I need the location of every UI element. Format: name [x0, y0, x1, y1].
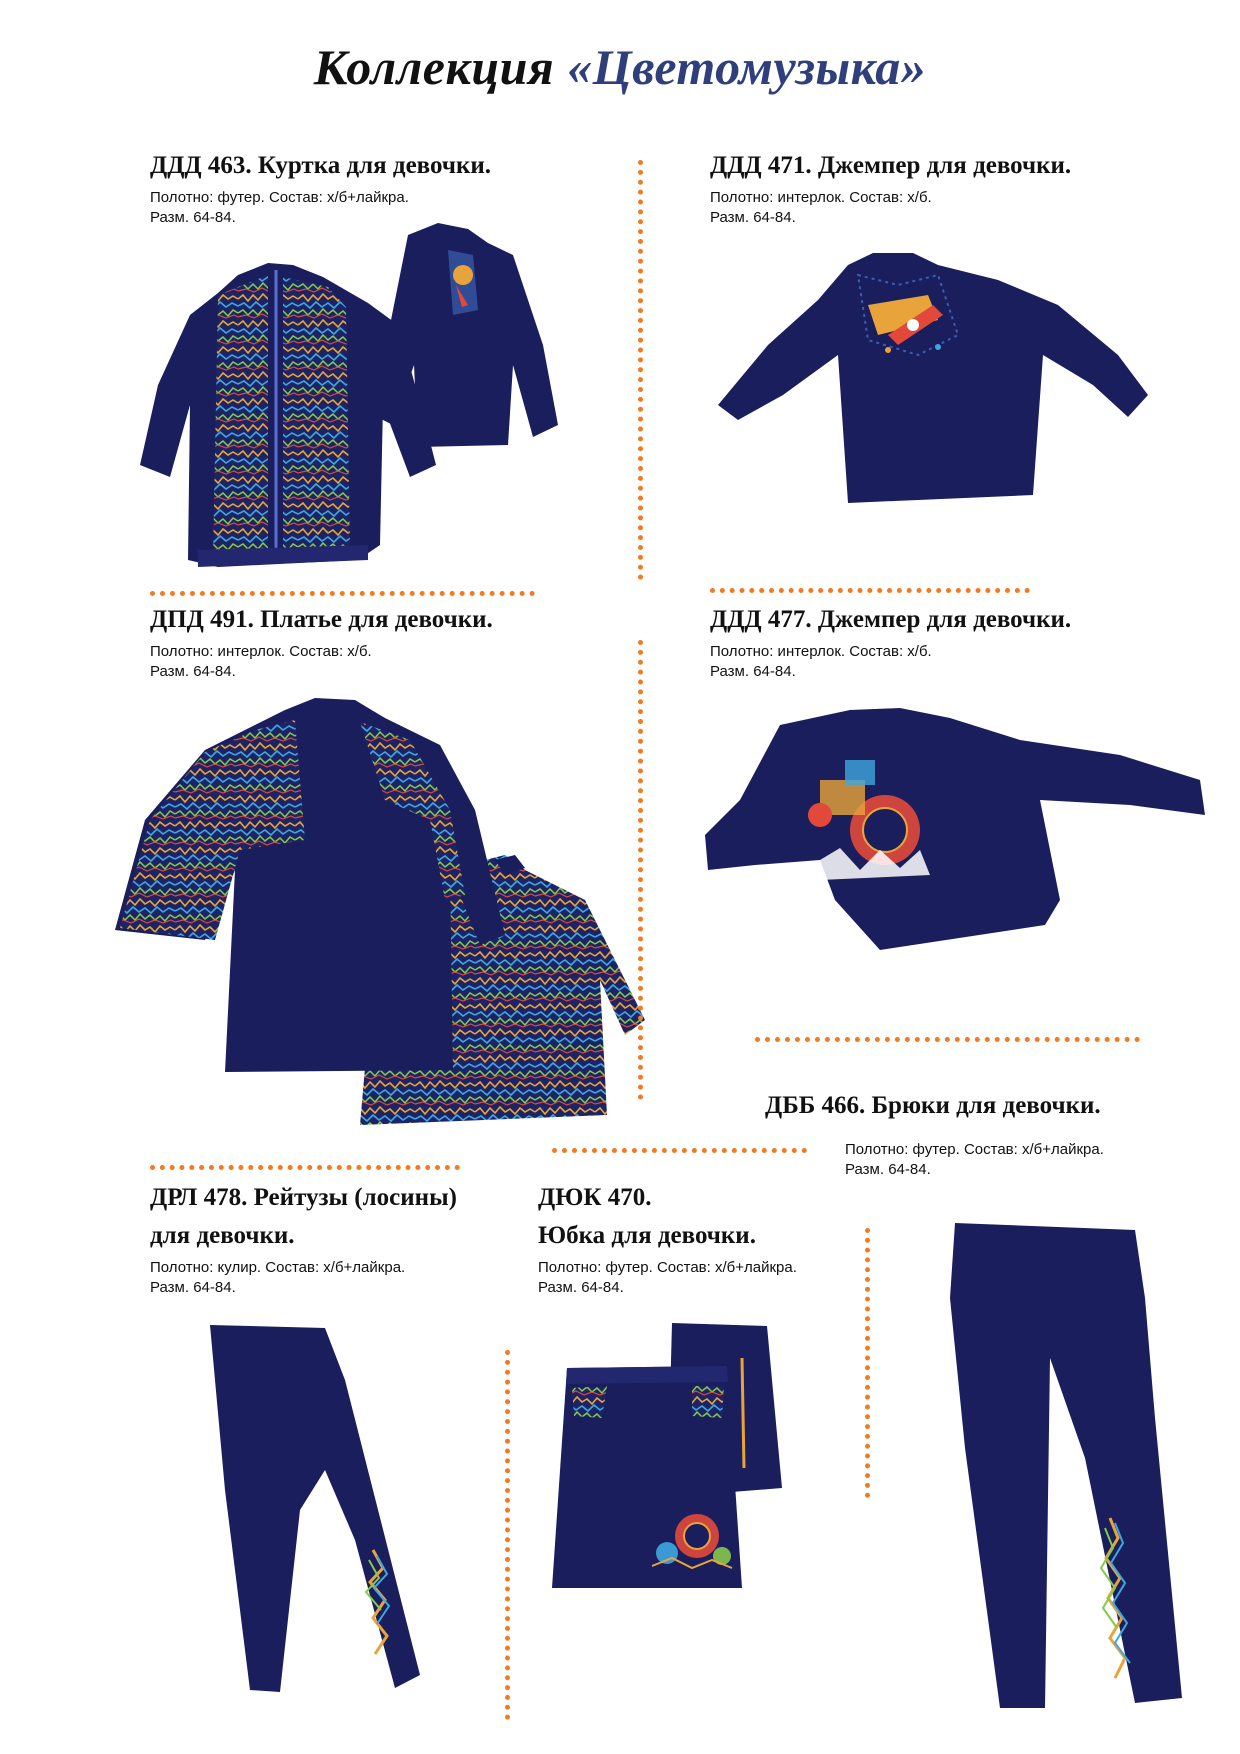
jacket-front — [140, 263, 436, 567]
divider-right-upper — [710, 588, 1030, 593]
item-size: Разм. 64-84. — [150, 209, 236, 226]
item-fabric: Полотно: интерлок. Состав: х/б. — [150, 643, 372, 660]
item-ddd477-info — [710, 604, 1071, 682]
item-title: ДРЛ 478. Рейтузы (лосины) — [150, 1184, 457, 1211]
item-size: Разм. 64-84. — [710, 209, 796, 226]
title-collection-name: «Цветомузыка» — [567, 39, 927, 95]
item-title: ДДД 463. Куртка для девочки. — [150, 152, 492, 179]
item-dyuk470-info — [538, 1182, 797, 1298]
divider-lower-right-vertical — [865, 1228, 870, 1498]
item-dbb466-info — [765, 1090, 1101, 1122]
item-dpd491-info — [150, 604, 493, 682]
item-size: Разм. 64-84. — [150, 663, 236, 680]
item-fabric: Полотно: футер. Состав: х/б+лайкра. — [845, 1141, 1104, 1158]
divider-lower-left-vertical — [505, 1350, 510, 1720]
divider-left-upper — [150, 591, 535, 596]
divider-left-lower — [150, 1165, 460, 1170]
title-prefix: Коллекция — [313, 39, 555, 95]
item-size: Разм. 64-84. — [845, 1161, 931, 1178]
item-fabric: Полотно: интерлок. Состав: х/б. — [710, 189, 932, 206]
page-title — [0, 38, 1240, 96]
item-fabric: Полотно: кулир. Состав: х/б+лайкра. — [150, 1259, 406, 1276]
item-size: Разм. 64-84. — [150, 1279, 236, 1296]
item-ddd471-info — [710, 150, 1071, 228]
jumper-471-image — [698, 245, 1158, 505]
skirt-image — [552, 1318, 792, 1608]
divider-right-mid — [755, 1037, 1140, 1042]
divider-top-vertical — [638, 160, 643, 580]
item-title: ДЮК 470. — [538, 1184, 652, 1211]
item-title: ДДД 477. Джемпер для девочки. — [710, 606, 1072, 633]
dress-image — [55, 690, 655, 1130]
item-size: Разм. 64-84. — [710, 663, 796, 680]
item-title: ДПД 491. Платье для девочки. — [150, 606, 493, 633]
item-fabric: Полотно: интерлок. Состав: х/б. — [710, 643, 932, 660]
item-title-line2: для девочки. — [150, 1222, 295, 1249]
jumper-477-image — [700, 700, 1210, 960]
item-fabric: Полотно: футер. Состав: х/б+лайкра. — [150, 189, 409, 206]
divider-center-lower — [552, 1148, 807, 1153]
item-fabric: Полотно: футер. Состав: х/б+лайкра. — [538, 1259, 797, 1276]
dress-front — [115, 698, 505, 1072]
jacket-image — [118, 215, 578, 590]
item-title-line2: Юбка для девочки. — [538, 1222, 756, 1249]
item-drl478-info — [150, 1182, 457, 1298]
item-title: ДББ 466. Брюки для девочки. — [765, 1092, 1101, 1119]
skirt-front — [552, 1366, 742, 1588]
divider-mid-vertical — [638, 640, 643, 1100]
item-dbb466-details — [845, 1140, 1104, 1180]
item-title: ДДД 471. Джемпер для девочки. — [710, 152, 1072, 179]
item-size: Разм. 64-84. — [538, 1279, 624, 1296]
trousers-image — [920, 1218, 1190, 1718]
leggings-image — [205, 1320, 435, 1700]
